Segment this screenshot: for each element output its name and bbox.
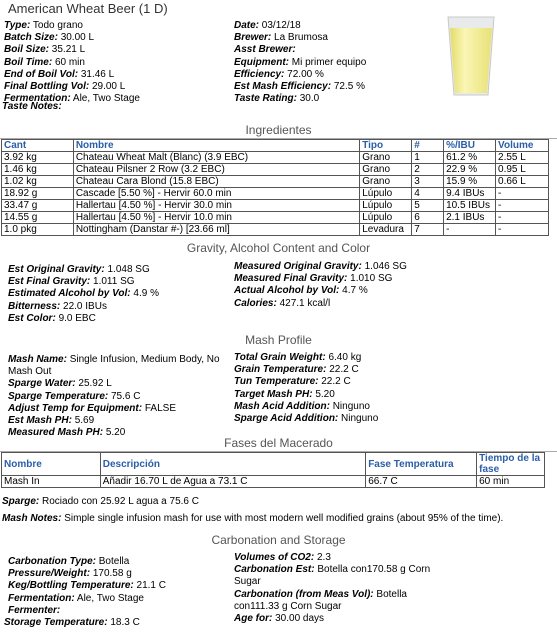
- gravity-row: Bitterness: 22.0 IBUs: [8, 300, 107, 312]
- cell: 0.66 L: [496, 176, 549, 188]
- cell: 14.55 g: [2, 212, 74, 224]
- cell: Chateau Cara Blond (15.8 EBC): [73, 176, 359, 188]
- carbonation-row: Carbonation Type: Botella: [8, 556, 130, 567]
- table-row: [2, 176, 549, 188]
- cell: 33.47 g: [2, 200, 74, 212]
- mash-row: Sparge Temperature: 75.6 C: [8, 390, 141, 402]
- carbonation-row: Carbonation Est: Botella con170.58 g Corn Sugar: [234, 564, 431, 588]
- table-row: [2, 476, 545, 488]
- header-row: Est Mash Efficiency: 72.5 %: [234, 81, 365, 93]
- carbonation-row: Keg/Bottling Temperature: 21.1 C: [8, 580, 166, 592]
- cell: -: [496, 188, 549, 200]
- cell: Hallertau [4.50 %] - Hervir 30.0 min: [73, 200, 359, 212]
- carbonation-heading: Carbonation and Storage: [211, 533, 346, 547]
- gravity-right: [234, 261, 464, 310]
- table-header-row: [2, 453, 545, 476]
- column-header: Descripción: [100, 453, 365, 476]
- cell: Grano: [360, 176, 412, 188]
- header-row: Fermentation: Ale, Two Stage: [4, 93, 140, 105]
- table-row: [2, 164, 549, 176]
- mash-row: Mash Acid Addition: Ninguno: [234, 400, 370, 412]
- carbonation-row: Carbonation (from Meas Vol): Botella con111.33 g Corn Sugar: [234, 588, 407, 612]
- cell: 60 min: [477, 476, 545, 488]
- cell: -: [444, 224, 496, 236]
- mash-row: Sparge Water: 25.92 L: [8, 378, 112, 390]
- mash-row: Target Mash PH: 5.20: [234, 388, 335, 400]
- cell: -: [496, 200, 549, 212]
- mash-steps-table: [1, 452, 545, 488]
- cell: 0.95 L: [496, 164, 549, 176]
- cell: Grano: [360, 164, 412, 176]
- mash-row: Total Grain Weight: 6.40 kg: [234, 352, 362, 363]
- cell: 61.2 %: [444, 152, 496, 164]
- ingredients-table: [1, 139, 549, 236]
- column-header: Volume: [496, 140, 549, 152]
- carbonation-row: Age for: 30.00 days: [234, 613, 325, 625]
- header-row: Efficiency: 72.00 %: [234, 68, 324, 80]
- cell: 2.1 IBUs: [444, 212, 496, 224]
- table-row: [2, 224, 549, 236]
- cell: 2: [412, 164, 444, 176]
- mash-row: Est Mash PH: 5.69: [8, 415, 95, 427]
- cell: 3: [412, 176, 444, 188]
- column-header: Fase Temperatura: [366, 453, 477, 476]
- cell: 1.02 kg: [2, 176, 74, 188]
- column-header: Nombre: [73, 140, 359, 152]
- cell: 10.5 IBUs: [444, 200, 496, 212]
- mash-profile-heading: Mash Profile: [245, 333, 312, 347]
- cell: Lúpulo: [360, 188, 412, 200]
- header-row: Final Bottling Vol: 29.00 L: [4, 81, 126, 93]
- header-row: Equipment: Mi primer equipo: [234, 56, 367, 68]
- gravity-row: Estimated Alcohol by Vol: 4.9 %: [8, 288, 159, 300]
- cell: 5: [412, 200, 444, 212]
- cell: 2.55 L: [496, 152, 549, 164]
- carbonation-row: Fermenter:: [8, 604, 61, 616]
- cell: Chateau Wheat Malt (Blanc) (3.9 EBC): [73, 152, 359, 164]
- mash-row: Adjust Temp for Equipment: FALSE: [8, 402, 176, 414]
- table-header-row: [2, 140, 549, 152]
- cell: Hallertau [4.50 %] - Hervir 10.0 min: [73, 212, 359, 224]
- header-row: Brewer: La Brumosa: [234, 32, 328, 44]
- gravity-left: [8, 264, 228, 325]
- gravity-row: Est Color: 9.0 EBC: [8, 312, 96, 324]
- mash-profile-right: [234, 352, 464, 425]
- mash-notes: Mash Notes: Simple single infusion mash for use with most modern well modified grains (about 95% of the time).: [2, 513, 504, 524]
- carbonation-row: Pressure/Weight: 170.58 g: [8, 568, 132, 580]
- header-row: Boil Size: 35.21 L: [4, 44, 86, 56]
- cell: 9.4 IBUs: [444, 188, 496, 200]
- carbonation-row: Fermentation: Ale, Two Stage: [8, 592, 144, 604]
- cell: 4: [412, 188, 444, 200]
- cell: Grano: [360, 152, 412, 164]
- cell: 18.92 g: [2, 188, 74, 200]
- cell: Cascade [5.50 %] - Hervir 60.0 min: [73, 188, 359, 200]
- gravity-row: Actual Alcohol by Vol: 4.7 %: [234, 285, 368, 297]
- beer-glass-icon: [446, 15, 496, 97]
- gravity-row: Est Final Gravity: 1.011 SG: [8, 276, 135, 288]
- column-header: %/IBU: [444, 140, 496, 152]
- cell: 15.9 %: [444, 176, 496, 188]
- cell: Añadir 16.70 L de Agua a 73.1 C: [100, 476, 365, 488]
- header-row: Asst Brewer:: [234, 44, 296, 56]
- cell: Lúpulo: [360, 212, 412, 224]
- cell: 1.46 kg: [2, 164, 74, 176]
- header-row: Taste Rating: 30.0: [234, 93, 320, 105]
- header-row: Batch Size: 30.00 L: [4, 32, 95, 44]
- gravity-row: Measured Final Gravity: 1.010 SG: [234, 273, 393, 285]
- carbonation-left: [8, 556, 228, 617]
- gravity-row: Est Original Gravity: 1.048 SG: [8, 264, 150, 275]
- cell: 3.92 kg: [2, 152, 74, 164]
- mash-steps-heading: Fases del Macerado: [224, 436, 333, 450]
- gravity-heading: Gravity, Alcohol Content and Color: [186, 241, 371, 255]
- cell: Chateau Pilsner 2 Row (3.2 EBC): [73, 164, 359, 176]
- column-header: Cant: [2, 140, 74, 152]
- cell: -: [496, 212, 549, 224]
- header-right: [234, 20, 424, 105]
- mash-row: Sparge Acid Addition: Ninguno: [234, 413, 379, 425]
- taste-notes: Taste Notes:: [2, 101, 62, 112]
- cell: 22.9 %: [444, 164, 496, 176]
- header-row: Date: 03/12/18: [234, 20, 301, 31]
- gravity-row: Measured Original Gravity: 1.046 SG: [234, 261, 407, 272]
- table-row: [2, 212, 549, 224]
- cell: 6: [412, 212, 444, 224]
- header-left: [4, 20, 229, 105]
- table-row: [2, 200, 549, 212]
- header-row: End of Boil Vol: 31.46 L: [4, 68, 115, 80]
- cell: 66.7 C: [366, 476, 477, 488]
- cell: Levadura: [360, 224, 412, 236]
- header-row: Type: Todo grano: [4, 20, 83, 31]
- carbonation-row: Volumes of CO2: 2.3: [234, 552, 331, 563]
- cell: Nottingham (Danstar #-) [23.66 ml]: [73, 224, 359, 236]
- gravity-row: Calories: 427.1 kcal/l: [234, 297, 331, 309]
- cell: Lúpulo: [360, 200, 412, 212]
- column-header: Tiempo de la fase: [477, 453, 545, 476]
- carbonation-right: [234, 552, 439, 625]
- cell: -: [496, 224, 549, 236]
- column-header: Nombre: [2, 453, 101, 476]
- mash-row: Grain Temperature: 22.2 C: [234, 364, 359, 376]
- cell: 7: [412, 224, 444, 236]
- mash-row: Measured Mash PH: 5.20: [8, 427, 126, 439]
- table-row: [2, 188, 549, 200]
- mash-row: Tun Temperature: 22.2 C: [234, 376, 351, 388]
- recipe-title: American Wheat Beer (1 D): [8, 1, 168, 16]
- sparge-note: Sparge: Rociado con 25.92 L agua a 75.6 C: [2, 496, 199, 507]
- header-row: Boil Time: 60 min: [4, 56, 85, 68]
- cell: Mash In: [2, 476, 101, 488]
- table-row: [2, 152, 549, 164]
- ingredients-heading: Ingredientes: [245, 123, 312, 137]
- cell: 1: [412, 152, 444, 164]
- column-header: Tipo: [360, 140, 412, 152]
- mash-row: Mash Name: Single Infusion, Medium Body, No Mash Out: [8, 354, 220, 378]
- storage-temperature: Storage Temperature: 18.3 C: [4, 617, 140, 628]
- mash-profile-left: [8, 354, 223, 439]
- column-header: #: [412, 140, 444, 152]
- cell: 1.0 pkg: [2, 224, 74, 236]
